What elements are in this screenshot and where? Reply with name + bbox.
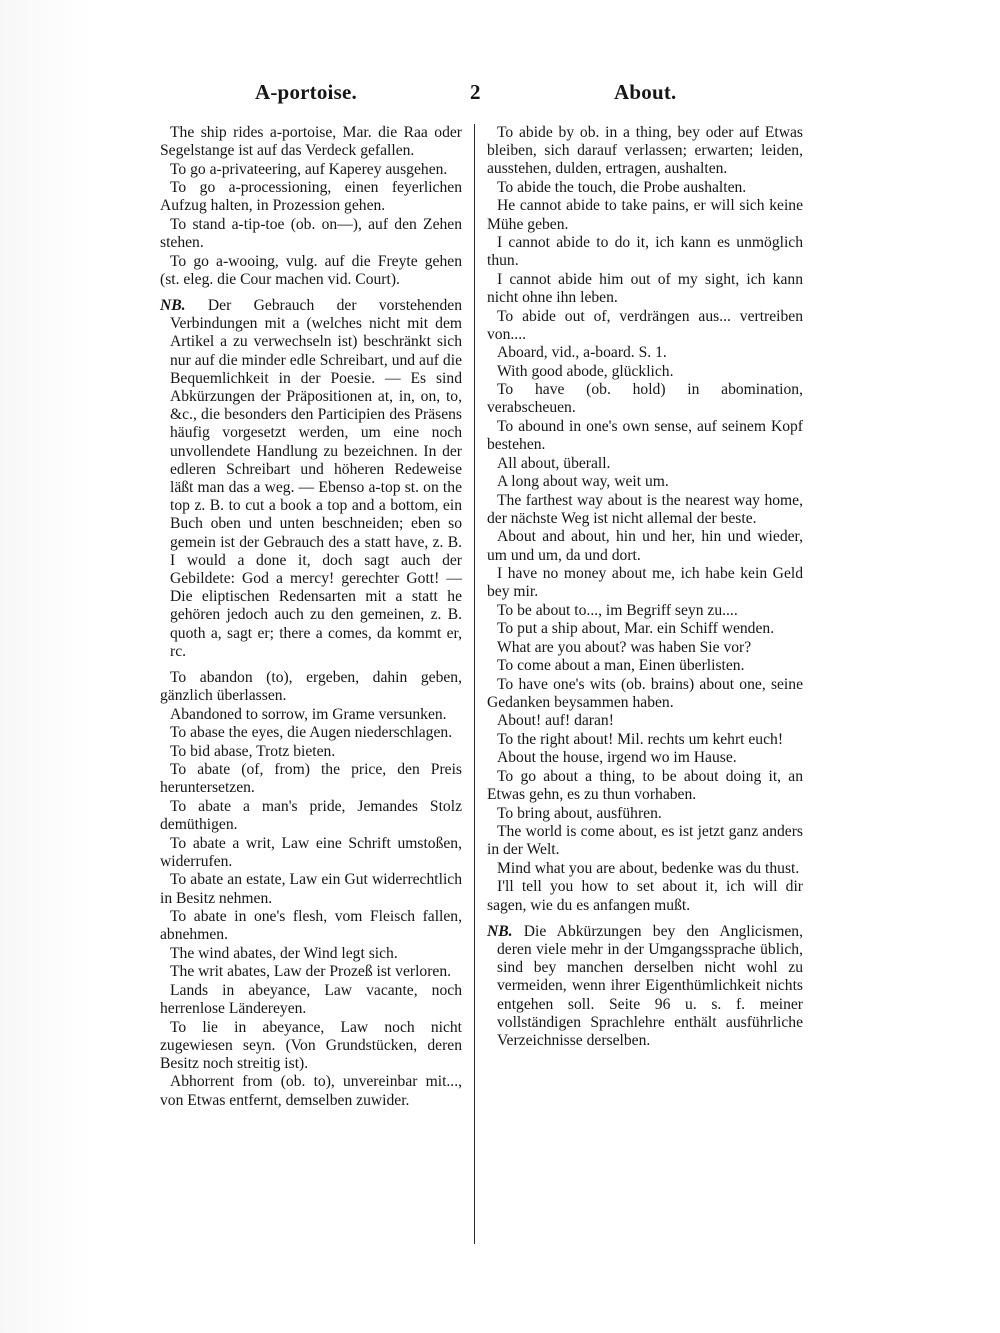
entry: To abate in one's flesh, vom Fleisch fallen, abnehmen. [160,908,462,944]
entry: To abate a man's pride, Jemandes Stolz demüthigen. [160,797,462,834]
entry: To abate a writ, Law eine Schrift umstoßen, widerrufen. [160,834,462,870]
entry: To bid abase, Trotz bieten. [170,742,336,760]
entry: To have (ob. hold) in abomination, verabscheuen. [487,381,803,417]
entry: All about, überall. [497,454,611,472]
entry: To bring about, ausführen. [497,804,662,822]
running-head-right: About. [614,80,677,104]
entry: To lie in abeyance, Law noch nicht zugewiesen seyn. (Von Grundstücken, deren Besitz noch streitig ist). [160,1018,462,1072]
entry: To abandon (to), ergeben, dahin geben, gänzlich überlassen. [160,669,462,705]
entry: To go a-privateering, auf Kaperey ausgehen. [170,160,448,178]
entry: The world is come about, es ist jetzt ganz anders in der Welt. [487,823,803,859]
column-divider [474,124,475,1244]
left-entries-before-note [160,124,462,289]
entry: To abide by ob. in a thing, bey oder auf Etwas bleiben, sich darauf verlassen; erwarten; leiden, ausstehen, dulden, ertragen, aushalten. [487,124,803,178]
note-text: Der Gebrauch der vorstehenden Verbindungen mit a (welches nicht mit dem Artikel a zu verwechseln ist) beschränkt sich nur auf die minder edle Schreibart, und auf die Bequemlichkeit in der Poesie. — Es sind Abkürzungen der Präpositionen at, in, on, to, &c., die besonders den Participien des Präsens häufig vorgesetzt werden, um eine noch unvollendete Handlung zu bezeichnen. In der edleren Schreibart und höheren Redeweise läßt man das a weg. — Ebenso a-top st. on the top z. B. to cut a book a top and a bottom, ein Buch oben und unten beschneiden; eben so gemein ist der Gebrauch des a statt have, z. B. I would a done it, doch sagt auch der Gebildete: God a mercy! gerechter Gott! — Die eliptischen Redensarten mit a statt he gehören jedoch auch zu den gemeinen, z. B. quoth a, sagt er; there a comes, da kommt er, rc. [170,297,462,660]
entry: What are you about? was haben Sie vor? [497,638,752,656]
entry: To the right about! Mil. rechts um kehrt euch! [497,730,784,748]
note-lead: NB. [487,922,513,940]
usage-note [487,923,803,1050]
entry: Lands in abeyance, Law vacante, noch herrenlose Ländereyen. [160,981,462,1017]
entry: To stand a-tip-toe (ob. on—), auf den Zehen stehen. [160,215,462,252]
page-margin-shade [0,0,92,1333]
entry: I'll tell you how to set about it, ich will dir sagen, wie du es anfangen mußt. [487,878,803,914]
entry: To abound in one's own sense, auf seinem Kopf bestehen. [487,417,803,454]
entry: I cannot abide him out of my sight, ich kann nicht ohne ihn leben. [487,270,803,307]
entry: I have no money about me, ich habe kein Geld bey mir. [487,565,803,601]
entry: I cannot abide to do it, ich kann es unmöglich thun. [487,234,803,270]
entry: Abandoned to sorrow, im Grame versunken. [170,705,447,723]
entry: To abate an estate, Law ein Gut widerrechtlich in Besitz nehmen. [160,871,462,907]
left-entries-after-note [160,669,462,1110]
entry: Aboard, vid., a-board. S. 1. [497,344,667,362]
entry: To abase the eyes, die Augen niederschlagen. [170,724,453,742]
entry: To go a-processioning, einen feyerlichen Aufzug halten, in Prozession gehen. [160,179,462,215]
right-entries-before-note [487,124,803,915]
entry: Mind what you are about, bedenke was du thust. [497,859,800,877]
entry: The writ abates, Law der Prozeß ist verloren. [170,963,452,981]
entry: With good abode, glücklich. [497,362,674,380]
entry: About! auf! daran! [497,712,614,730]
entry: To go about a thing, to be about doing it, an Etwas gehn, es zu thun vorhaben. [487,767,803,804]
note-text: Die Abkürzungen bey den Anglicismen, deren viele mehr in der Umgangssprache üblich, sind bey manchen derselben nicht wohl zu vermeiden, wenn ihrer Eigenthümlichkeit nichts entgehen soll. Seite 96 u. s. f. meiner vollständigen Sprachlehre enthält ausführliche Verzeichnisse derselben. [497,922,803,1049]
entry: To come about a man, Einen überlisten. [497,657,745,675]
entry: To be about to..., im Begriff seyn zu.... [497,601,738,619]
note-lead: NB. [160,297,186,315]
usage-note [160,297,462,661]
entry: The farthest way about is the nearest way home, der nächste Weg ist nicht allemal der beste. [487,491,803,527]
entry: The wind abates, der Wind legt sich. [170,944,398,962]
left-column [160,124,462,1110]
entry: A long about way, weit um. [497,473,669,491]
running-head-left: A-portoise. [255,80,357,104]
entry: To abate (of, from) the price, den Preis heruntersetzen. [160,761,462,797]
right-column [487,124,803,1050]
page-number: 2 [470,80,481,104]
entry: About the house, irgend wo im Hause. [497,749,737,767]
entry: To have one's wits (ob. brains) about one, seine Gedanken beysammen haben. [487,675,803,711]
entry: To go a-wooing, vulg. auf die Freyte gehen (st. eleg. die Cour machen vid. Court). [160,252,462,288]
entry: He cannot abide to take pains, er will sich keine Mühe geben. [487,197,803,233]
entry: To abide the touch, die Probe aushalten. [497,178,747,196]
entry: The ship rides a-portoise, Mar. die Raa oder Segelstange ist auf das Verdeck gefallen. [160,124,462,160]
entry: Abhorrent from (ob. to), unvereinbar mit..., von Etwas entfernt, demselben zuwider. [160,1073,462,1109]
entry: About and about, hin und her, hin und wieder, um und um, da und dort. [487,528,803,564]
entry: To abide out of, verdrängen aus... vertreiben von.... [487,307,803,343]
entry: To put a ship about, Mar. ein Schiff wenden. [497,620,775,638]
